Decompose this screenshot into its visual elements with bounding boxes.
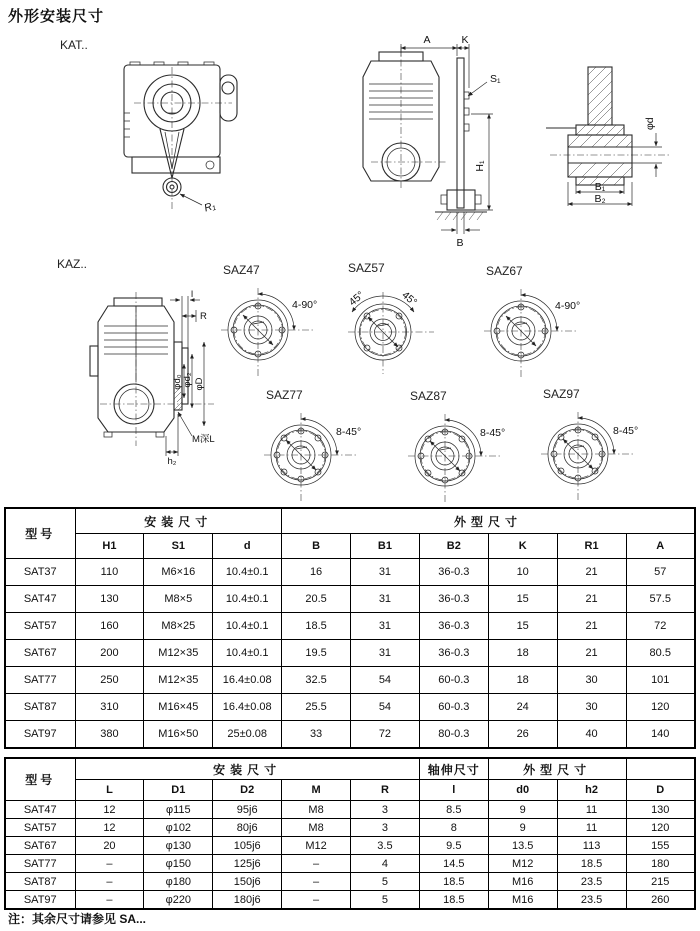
table-row: [5, 613, 695, 640]
saz67-label: SAZ67: [486, 264, 523, 278]
table-row: [5, 819, 695, 837]
model-cell: SAT47: [5, 801, 75, 819]
value-cell: 21: [557, 559, 626, 586]
value-cell: M8: [282, 801, 351, 819]
value-cell: 5: [351, 891, 420, 910]
value-cell: 3: [351, 801, 420, 819]
saz57-annotation-left: 45°: [346, 289, 367, 309]
value-cell: 21: [557, 640, 626, 667]
value-cell: 10.4±0.1: [213, 613, 282, 640]
column-header-b2: B2: [419, 534, 488, 559]
value-cell: 40: [557, 721, 626, 749]
value-cell: φ130: [144, 837, 213, 855]
value-cell: 11: [557, 801, 626, 819]
value-cell: 24: [488, 694, 557, 721]
kat-front-view-drawing: [118, 55, 243, 220]
table-row: [5, 891, 695, 910]
value-cell: 110: [75, 559, 144, 586]
value-cell: 101: [626, 667, 695, 694]
value-cell: 32.5: [282, 667, 351, 694]
value-cell: φ150: [144, 855, 213, 873]
saz57-label: SAZ57: [348, 261, 385, 275]
column-header-a: A: [626, 534, 695, 559]
model-cell: SAT37: [5, 559, 75, 586]
column-header-l: l: [419, 780, 488, 801]
group-header-install-dims: 安装尺寸: [75, 508, 282, 534]
table-row: [5, 721, 695, 749]
value-cell: 80.5: [626, 640, 695, 667]
dim-label-h1: H₁: [474, 160, 486, 172]
value-cell: 80-0.3: [419, 721, 488, 749]
dim-label-r1: R₁: [202, 199, 217, 215]
sat-flange-dimensions-table: [4, 757, 696, 910]
value-cell: 57: [626, 559, 695, 586]
value-cell: –: [75, 873, 144, 891]
column-header-m: M: [282, 780, 351, 801]
value-cell: 31: [351, 613, 420, 640]
value-cell: 10.4±0.1: [213, 640, 282, 667]
value-cell: φ220: [144, 891, 213, 910]
value-cell: 3.5: [351, 837, 420, 855]
value-cell: 13.5: [488, 837, 557, 855]
value-cell: 80j6: [213, 819, 282, 837]
value-cell: 60-0.3: [419, 667, 488, 694]
value-cell: 8.5: [419, 801, 488, 819]
table-row: [5, 837, 695, 855]
dim-label-b2: B₂: [594, 193, 606, 205]
value-cell: 26: [488, 721, 557, 749]
value-cell: 60-0.3: [419, 694, 488, 721]
value-cell: 260: [626, 891, 695, 910]
value-cell: 23.5: [557, 873, 626, 891]
value-cell: 36-0.3: [419, 613, 488, 640]
value-cell: 15: [488, 613, 557, 640]
dim-label-a: A: [423, 34, 431, 46]
value-cell: 18: [488, 640, 557, 667]
model-cell: SAT97: [5, 891, 75, 910]
value-cell: 9.5: [419, 837, 488, 855]
value-cell: 36-0.3: [419, 586, 488, 613]
value-cell: 19.5: [282, 640, 351, 667]
model-cell: SAT77: [5, 855, 75, 873]
value-cell: 21: [557, 586, 626, 613]
saz87-flange-drawing: [400, 404, 525, 508]
group-header-model: 型号: [5, 508, 75, 559]
value-cell: –: [282, 855, 351, 873]
value-cell: M12×35: [144, 667, 213, 694]
value-cell: 180j6: [213, 891, 282, 910]
column-header-r1: R1: [557, 534, 626, 559]
value-cell: 180: [626, 855, 695, 873]
value-cell: M16: [488, 873, 557, 891]
value-cell: 36-0.3: [419, 559, 488, 586]
value-cell: 15: [488, 586, 557, 613]
value-cell: 31: [351, 640, 420, 667]
kat-side-view-drawing: [335, 32, 535, 252]
saz77-annotation: 8-45°: [336, 426, 362, 438]
value-cell: 54: [351, 667, 420, 694]
column-header-s1: S1: [144, 534, 213, 559]
value-cell: 160: [75, 613, 144, 640]
value-cell: 21: [557, 613, 626, 640]
dim-label-d0: φd₀: [172, 374, 183, 390]
model-cell: SAT77: [5, 667, 75, 694]
saz57-flange: [338, 261, 463, 380]
value-cell: 10: [488, 559, 557, 586]
saz87-label: SAZ87: [410, 389, 447, 403]
column-header-D: D: [626, 780, 695, 801]
saz67-flange-drawing: [476, 279, 601, 383]
column-header-d: d: [213, 534, 282, 559]
table-row: [5, 873, 695, 891]
saz57-flange-drawing: [338, 276, 463, 380]
saz47-flange-drawing: [213, 278, 338, 382]
value-cell: M16×45: [144, 694, 213, 721]
value-cell: 54: [351, 694, 420, 721]
value-cell: 72: [626, 613, 695, 640]
table-row: [5, 559, 695, 586]
model-cell: SAT67: [5, 640, 75, 667]
value-cell: 4: [351, 855, 420, 873]
value-cell: M8×25: [144, 613, 213, 640]
value-cell: 215: [626, 873, 695, 891]
value-cell: 18.5: [419, 873, 488, 891]
value-cell: 72: [351, 721, 420, 749]
value-cell: M12: [488, 855, 557, 873]
value-cell: –: [75, 891, 144, 910]
model-cell: SAT67: [5, 837, 75, 855]
value-cell: 12: [75, 819, 144, 837]
model-cell: SAT87: [5, 694, 75, 721]
dim-label-s1: S₁: [490, 73, 501, 85]
dim-label-b1: B₁: [594, 181, 606, 193]
model-cell: SAT57: [5, 613, 75, 640]
value-cell: 31: [351, 559, 420, 586]
table-row: [5, 694, 695, 721]
column-header-b1: B1: [351, 534, 420, 559]
value-cell: 120: [626, 694, 695, 721]
value-cell: M16×50: [144, 721, 213, 749]
dim-label-d: φd: [644, 117, 656, 130]
group-header-shaft-ext-dims: 轴伸尺寸: [419, 758, 488, 780]
model-cell: SAT97: [5, 721, 75, 749]
saz77-flange-drawing: [256, 403, 381, 507]
sat-mounting-dimensions-table: [4, 507, 696, 749]
value-cell: M8×5: [144, 586, 213, 613]
kaz-series-label: KAZ..: [57, 257, 88, 271]
column-header-r: R: [351, 780, 420, 801]
value-cell: 36-0.3: [419, 640, 488, 667]
value-cell: 25.5: [282, 694, 351, 721]
group-header-empty: [626, 758, 695, 780]
column-header-d0: d0: [488, 780, 557, 801]
value-cell: 200: [75, 640, 144, 667]
group-header-outline-dims: 外型尺寸: [488, 758, 626, 780]
value-cell: 16.4±0.08: [213, 694, 282, 721]
saz97-flange: [533, 387, 658, 506]
value-cell: 10.4±0.1: [213, 559, 282, 586]
dim-label-k: K: [461, 34, 469, 46]
value-cell: 130: [626, 801, 695, 819]
model-cell: SAT47: [5, 586, 75, 613]
dim-label-r: R: [200, 311, 207, 322]
value-cell: M16: [488, 891, 557, 910]
value-cell: 155: [626, 837, 695, 855]
dim-label-h2: h₂: [167, 456, 177, 467]
value-cell: –: [75, 855, 144, 873]
column-header-b: B: [282, 534, 351, 559]
value-cell: 105j6: [213, 837, 282, 855]
value-cell: 18: [488, 667, 557, 694]
saz77-label: SAZ77: [266, 388, 303, 402]
dim-label-l: l: [191, 289, 194, 300]
value-cell: 25±0.08: [213, 721, 282, 749]
value-cell: 250: [75, 667, 144, 694]
value-cell: 20: [75, 837, 144, 855]
value-cell: 18.5: [419, 891, 488, 910]
value-cell: 380: [75, 721, 144, 749]
kat-series-label: KAT..: [60, 38, 88, 52]
value-cell: 18.5: [557, 855, 626, 873]
value-cell: 9: [488, 801, 557, 819]
value-cell: 30: [557, 694, 626, 721]
saz67-flange: [476, 264, 601, 383]
dim-label-b: B: [456, 237, 464, 249]
column-header-d1: D1: [144, 780, 213, 801]
value-cell: φ115: [144, 801, 213, 819]
value-cell: 95j6: [213, 801, 282, 819]
value-cell: 120: [626, 819, 695, 837]
column-header-k: K: [488, 534, 557, 559]
value-cell: 16: [282, 559, 351, 586]
saz97-label: SAZ97: [543, 387, 580, 401]
table-row: [5, 801, 695, 819]
saz87-flange: [400, 389, 525, 508]
saz87-annotation: 8-45°: [480, 427, 506, 439]
group-header-outline-dims: 外型尺寸: [282, 508, 695, 534]
page-title: 外形安装尺寸: [8, 8, 105, 25]
value-cell: 140: [626, 721, 695, 749]
value-cell: 5: [351, 873, 420, 891]
dim-label-d2: φd₂: [182, 372, 193, 388]
saz47-annotation: 4-90°: [292, 299, 318, 311]
value-cell: M6×16: [144, 559, 213, 586]
value-cell: 57.5: [626, 586, 695, 613]
table-row: [5, 640, 695, 667]
value-cell: 11: [557, 819, 626, 837]
value-cell: 8: [419, 819, 488, 837]
value-cell: 16.4±0.08: [213, 667, 282, 694]
value-cell: φ102: [144, 819, 213, 837]
saz77-flange: [256, 388, 381, 507]
value-cell: 9: [488, 819, 557, 837]
group-header-install-dims: 安装尺寸: [75, 758, 419, 780]
value-cell: 23.5: [557, 891, 626, 910]
value-cell: 33: [282, 721, 351, 749]
value-cell: 310: [75, 694, 144, 721]
footnote: 注：其余尺寸请参见 SA...: [8, 912, 147, 926]
column-header-h2: h2: [557, 780, 626, 801]
saz57-annotation-right: 45°: [399, 289, 420, 309]
value-cell: 10.4±0.1: [213, 586, 282, 613]
table-row: [5, 667, 695, 694]
value-cell: 30: [557, 667, 626, 694]
saz47-label: SAZ47: [223, 263, 260, 277]
column-header-L: L: [75, 780, 144, 801]
value-cell: M12×35: [144, 640, 213, 667]
column-header-h1: H1: [75, 534, 144, 559]
table-row: [5, 586, 695, 613]
value-cell: 31: [351, 586, 420, 613]
hub-section-drawing: [540, 62, 700, 214]
column-header-d2: D2: [213, 780, 282, 801]
value-cell: 130: [75, 586, 144, 613]
model-cell: SAT57: [5, 819, 75, 837]
value-cell: M12: [282, 837, 351, 855]
saz97-flange-drawing: [533, 402, 658, 506]
saz47-flange: [213, 263, 338, 382]
saz67-annotation: 4-90°: [555, 300, 581, 312]
value-cell: 3: [351, 819, 420, 837]
kaz-side-view-drawing: [70, 286, 220, 468]
value-cell: 14.5: [419, 855, 488, 873]
group-header-model: 型号: [5, 758, 75, 801]
dim-label-m-depth: M深L: [192, 434, 215, 445]
value-cell: 113: [557, 837, 626, 855]
value-cell: 125j6: [213, 855, 282, 873]
model-cell: SAT87: [5, 873, 75, 891]
saz97-annotation: 8-45°: [613, 425, 639, 437]
value-cell: 12: [75, 801, 144, 819]
value-cell: M8: [282, 819, 351, 837]
table-row: [5, 855, 695, 873]
value-cell: 18.5: [282, 613, 351, 640]
dim-label-D: φD: [194, 377, 205, 391]
value-cell: φ180: [144, 873, 213, 891]
value-cell: –: [282, 891, 351, 910]
value-cell: 20.5: [282, 586, 351, 613]
value-cell: 150j6: [213, 873, 282, 891]
value-cell: –: [282, 873, 351, 891]
